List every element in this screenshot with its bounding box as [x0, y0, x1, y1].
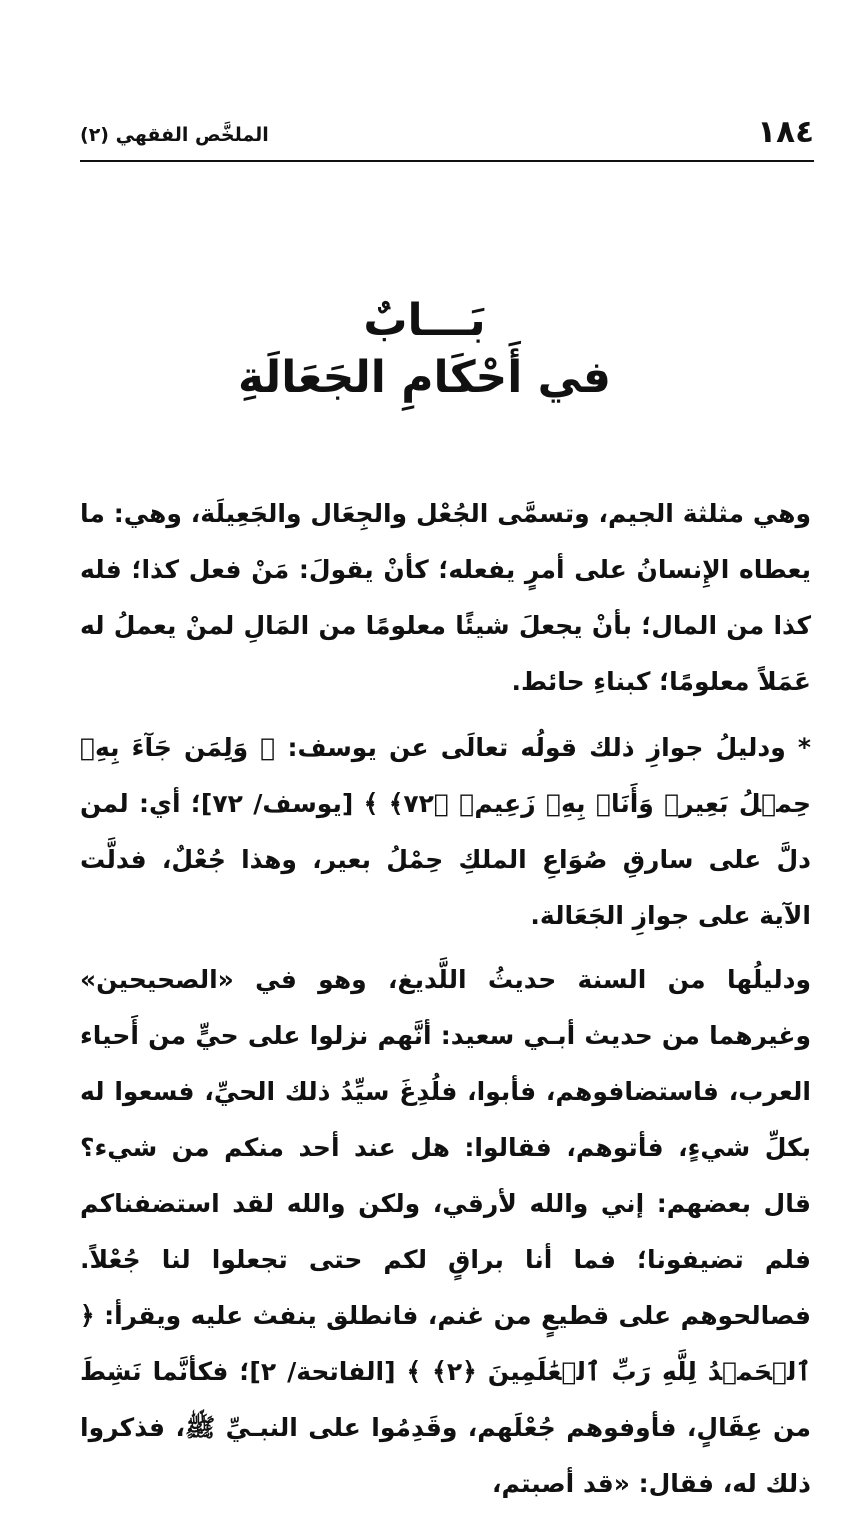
paragraph-definition: وهي مثلثة الجيم، وتسمَّى الجُعْل والجِعَال والجَعِيلَة، وهي: ما يعطاه الإِنسانُ على أمرٍ يفعله؛ كأنْ يقولَ: مَنْ فعل كذا؛ فله كذا من المال؛ بأنْ يجعلَ شيئًا معلومًا من المَالِ لمنْ يعملُ له عَمَلاً معلومًا؛ كبناءِ حائط. — [80, 499, 811, 696]
page-number: ١٨٤ — [757, 114, 814, 150]
paragraph-sunnah-evidence: ودليلُها من السنة حديثُ اللَّديغ، وهو في «الصحيحين» وغيرهما من حديث أبـي سعيد: أنَّهم نزلوا على حيٍّ من أَحياء العرب، فاستضافوهم، فأبوا، فلُدِغَ سيِّدُ ذلك الحيِّ، فسعوا له بكلِّ شيءٍ، فأتوهم، فقالوا: هل عند أحد منكم من شيء؟ قال بعضهم: إني والله لأرقي، ولكن والله لقد استضفناكم فلم تضيفونا؛ فما أنا براقٍ لكم حتى تجعلوا لنا جُعْلاً. فصالحوهم على قطيعٍ من غنم، فانطلق ينفث عليه ويقرأ: ﴿ ٱلۡحَمۡدُ لِلَّهِ رَبِّ ٱلۡعَٰلَمِينَ ﴿٢﴾ ﴾ [الفاتحة/ ٢]؛ فكأنَّما نَشِطَ من عِقَالٍ، فأوفوهم جُعْلَهم، وقَدِمُوا على النبـيِّ ﷺ، فذكروا ذلك له، فقال: «قد أصبتم، — [80, 965, 812, 1498]
chapter-title: في أَحْكَامِ الجَعَالَةِ — [238, 352, 611, 403]
chapter-label: بَـــابٌ — [363, 295, 486, 346]
book-title: الملخَّص الفقهي (٢) — [80, 124, 269, 146]
paragraph-quran-evidence: * ودليلُ جوازِ ذلك قولُه تعالَى عن يوسف: ﴿ وَلِمَن جَآءَ بِهِۦ حِمۡلُ بَعِيرٖ وَأَنَا۠ بِهِۦ زَعِيمٞ ﴿٧٢﴾ ﴾ [يوسف/ ٧٢]؛ أي: لمن دلَّ على سارقِ صُوَاعِ الملكِ حِمْلُ بعير، وهذا جُعْلٌ، فدلَّت الآية على جوازِ الجَعَالة. — [80, 733, 811, 930]
page-header — [80, 112, 814, 162]
body-text — [80, 486, 811, 1522]
